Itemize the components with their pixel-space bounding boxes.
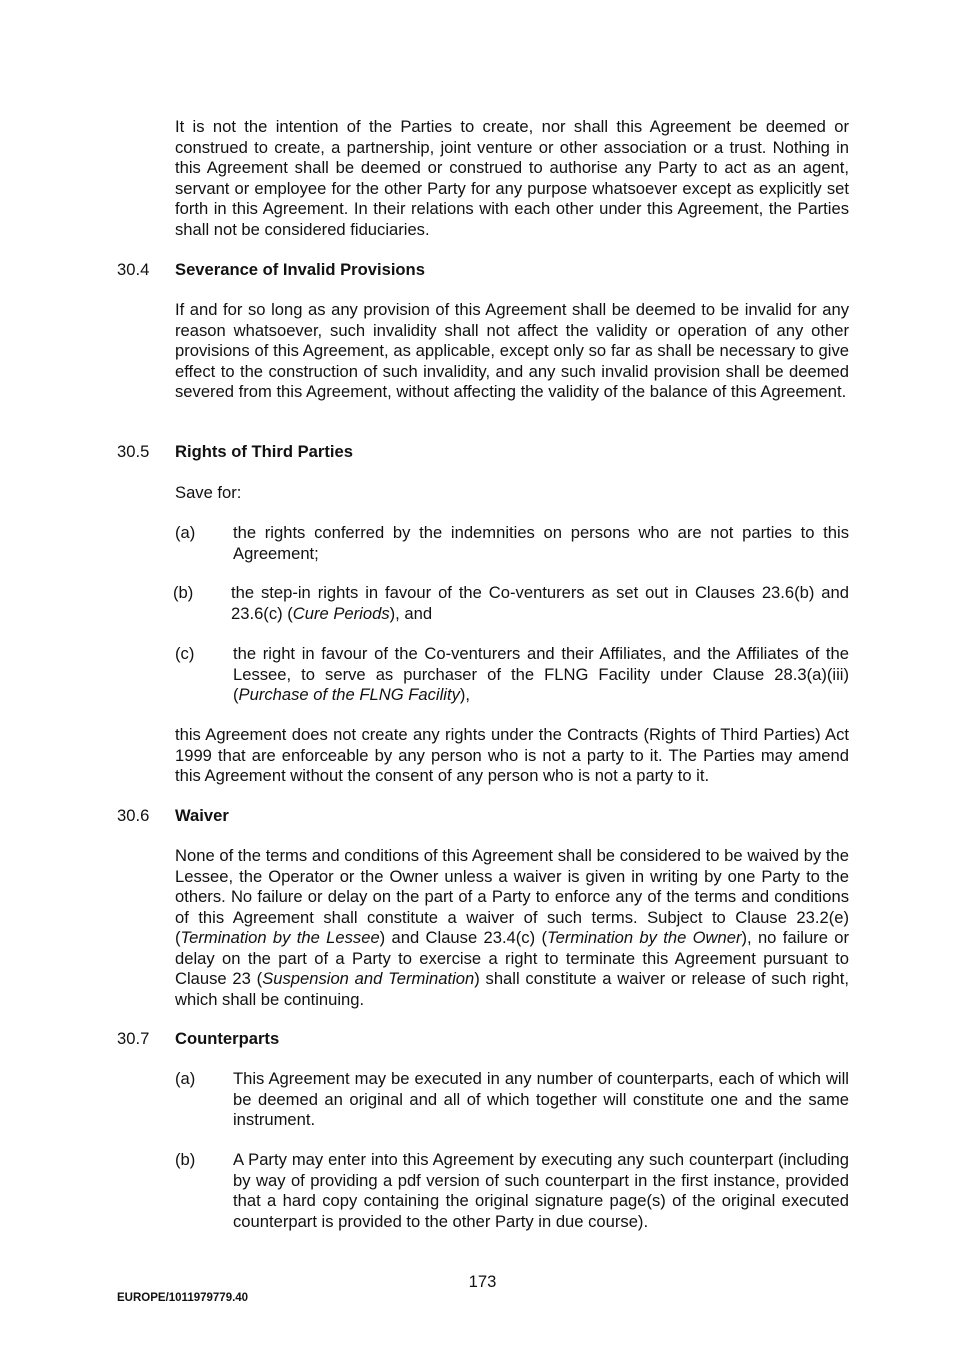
document-reference: EUROPE/1011979779.40 <box>117 1292 249 1304</box>
item-label-30-7-a: (a) <box>175 1069 196 1088</box>
item-text-30-5-b: the step-in rights in favour of the Co-venturers as set out in Clauses 23.6(b) and 23.6(c) (Cure Periods), and <box>231 583 849 623</box>
item-italic-30-5-c: Purchase of the FLNG Facility <box>238 685 460 704</box>
clause-heading-30-4: Severance of Invalid Provisions <box>175 260 425 279</box>
clause-number-30-5: 30.5 <box>117 442 150 461</box>
item-text-30-5-c: the right in favour of the Co-venturers and their Affiliates, and the Affiliates of the Lessee, to serve as purchaser of the FLNG Facility under Clause 28.3(a)(iii) (Purchase of the FLNG Facility), <box>233 644 849 704</box>
clause-lead-30-5: Save for: <box>175 483 242 502</box>
clause-closing-30-5: this Agreement does not create any rights under the Contracts (Rights of Third Parties) Act 1999 that are enforceable by any person who is not a party to it. The Parties may amend this Agreement without the consent of any person who is not a party to it. <box>175 725 849 785</box>
item-label-30-5-c: (c) <box>175 644 195 663</box>
clause-body-30-4: If and for so long as any provision of this Agreement shall be deemed to be invalid for any reason whatsoever, such invalidity shall not affect the validity or operation of any other provisions of this Agreement, as applicable, except only so far as shall be necessary to give effect to the construction of such invalidity, and any such invalid provision shall be deemed severed from this Agreement, without affecting the validity of the balance of this Agreement. <box>175 300 849 401</box>
item-label-30-7-b: (b) <box>175 1150 196 1169</box>
item-italic-30-5-b: Cure Periods <box>292 603 390 623</box>
clause-heading-30-6: Waiver <box>175 806 229 825</box>
clause-heading-30-5: Rights of Third Parties <box>175 442 353 461</box>
item-label-30-5-b: (b) <box>173 583 194 602</box>
clause-number-30-7: 30.7 <box>117 1029 150 1048</box>
item-text-30-7-a: This Agreement may be executed in any number of counterparts, each of which will be deemed an original and all of which together will constitute one and the same instrument. <box>233 1069 849 1129</box>
clause-heading-30-7: Counterparts <box>175 1029 280 1048</box>
page-number: 173 <box>468 1272 497 1291</box>
item-text-30-7-b: A Party may enter into this Agreement by executing any such counterpart (including by way of providing a pdf version of such counterpart in the first instance, provided that a hard copy containing the original signature page(s) of the original executed counterpart is provided to the other Party in due course). <box>233 1150 849 1231</box>
clause-body-30-6: None of the terms and conditions of this Agreement shall be considered to be waived by the Lessee, the Operator or the Owner unless a waiver is given in writing by one Party to the others. No failure or delay on the part of a Party to enforce any of the terms and conditions of this Agreement shall constitute a waiver of such terms. Subject to Clause 23.2(e) (Termination by the Lessee) and Clause 23.4(c) (Termination by the Owner), no failure or delay on the part of a Party to exercise a right to terminate this Agreement pursuant to Clause 23 (Suspension and Termination) shall constitute a waiver or release of such right, which shall be continuing. <box>175 846 850 1009</box>
intro-paragraph: It is not the intention of the Parties to create, nor shall this Agreement be deemed or construed to create, a partnership, joint venture or other association or a trust. Nothing in this Agreement shall be deemed or construed to authorise any Party to act as an agent, servant or employee for the other Party for any purpose whatsoever except as explicitly set forth in this Agreement. In their relations with each other under this Agreement, the Parties shall not be considered fiduciaries. <box>175 117 849 239</box>
item-label-30-5-a: (a) <box>175 523 196 542</box>
clause-number-30-4: 30.4 <box>117 260 150 279</box>
clause-number-30-6: 30.6 <box>117 806 150 825</box>
item-text-30-5-a: the rights conferred by the indemnities on persons who are not parties to this Agreement; <box>233 523 849 563</box>
